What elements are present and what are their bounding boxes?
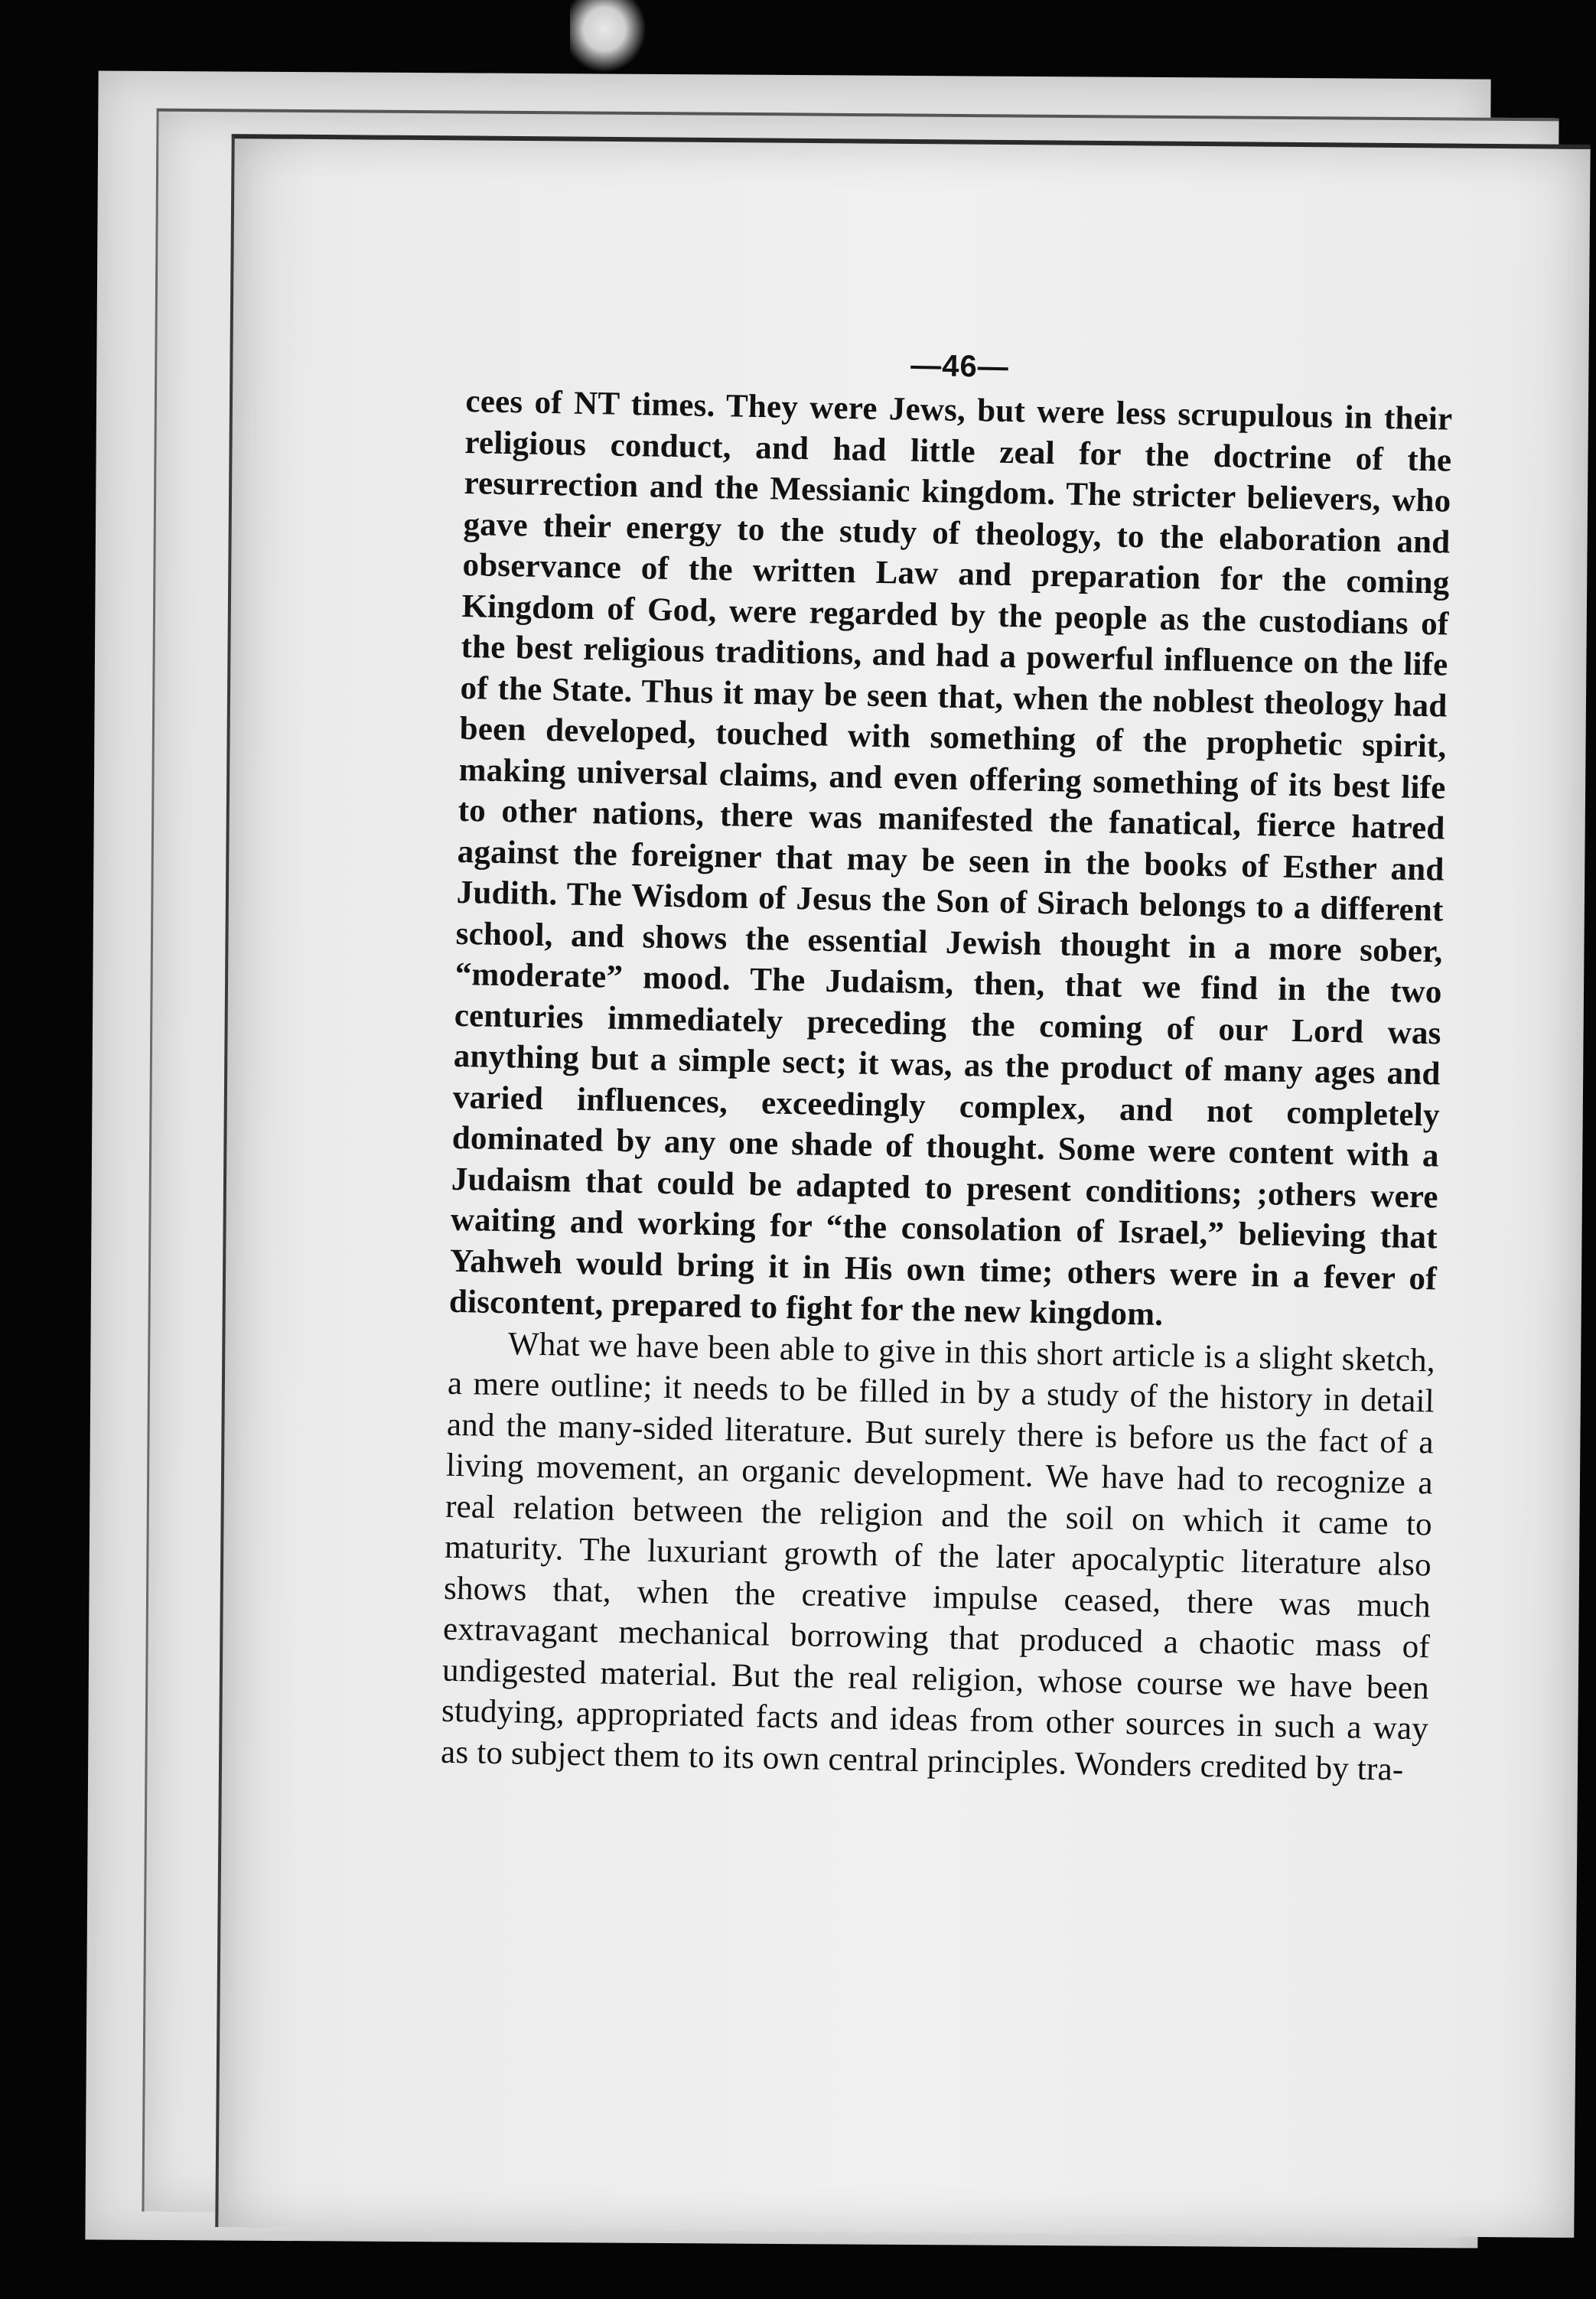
film-speck [570,0,647,73]
body-text [441,381,1453,1790]
page-number: —46— [910,348,1010,384]
paragraph-2: What we have been able to give in this short article is a slight sketch, a mere outline; it needs to be filled in by a study of the history in detail and the many-sided literature. But surely there is before us the fact of a living movement, an organic development. We have had to recognize a real relation between the religion and the soil on which it came to maturity. The luxuriant growth of the later apocalyptic literature also shows that, when the creative impulse ceased, there was much extravagant mechanical borrowing that produced a chaotic mass of undigested material. But the real religion, whose course we have been studying, appropriated facts and ideas from other sources in such a way as to subject them to its own central principles. Wonders credited by tra- [440,1325,1436,1788]
page-content [441,340,1454,1790]
paragraph-1: cees of NT times. They were Jews, but were less scrupulous in their religious conduct, and had little zeal for the doctrine of the resurrection and the Messianic kingdom. The stricter believers, who gave their energy to the study of theology, to the elaboration and observance of the written Law and preparation for the coming Kingdom of God, were regarded by the people as the custodians of the best religious traditions, and had a powerful influence on the life of the State. Thus it may be seen that, when the noblest theology had been developed, touched with something of the prophetic spirit, making universal claims, and even offering something of its best life to other nations, there was manifested the fanatical, fierce hatred against the foreigner that may be seen in the books of Esther and Judith. The Wisdom of Jesus the Son of Sirach belongs to a different school, and shows the essential Jewish thought in a more sober, “moderate” mood. The Judaism, then, that we find in the two centuries immediately preceding the coming of our Lord was anything but a simple sect; it was, as the product of many ages and varied influences, exceedingly complex, and not completely dominated by any one shade of thought. Some were content with a Judaism that could be adapted to present conditions; ;others were waiting and working for “the consolation of Israel,” believing that Yahweh would bring it in His own time; others were in a fever of discontent, prepared to fight for the new kingdom. [448,383,1453,1333]
